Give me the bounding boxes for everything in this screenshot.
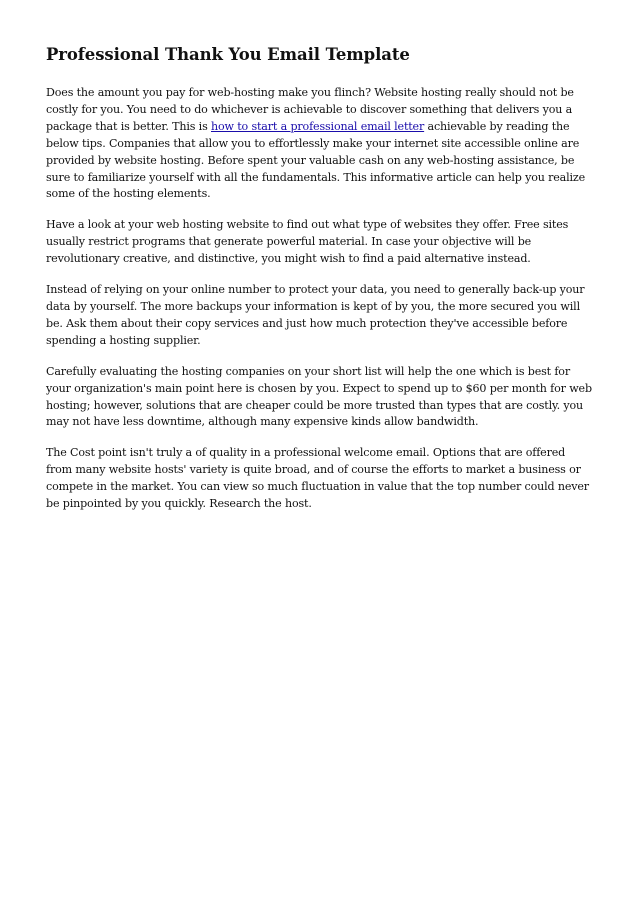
paragraph-1-text-before: Does the amount you pay for web-hosting make you flinch? Website hosting really should not be costly for you. You need to do whichever is achievable to discover something that delivers you a package that is better. This is: [46, 86, 574, 133]
paragraph-5: The Cost point isn't truly a of quality in a professional welcome email. Options that are offered from many website hosts' variety is quite broad, and of course the efforts to market a business or compete in the market. You can view so much fluctuation in value that the top number could never be pinpointed by you quickly. Research the host.: [46, 446, 589, 511]
paragraph-2: Have a look at your web hosting website to find out what type of websites they offer. Free sites usually restrict programs that generate powerful material. In case your objective will be revolutionary creative, and distinctive, you might wish to find a paid alternative instead.: [46, 218, 569, 266]
document-page: [46, 44, 594, 527]
paragraph-4: Carefully evaluating the hosting companies on your short list will help the one which is best for your organization's main point here is chosen by you. Expect to spend up to $60 per month for web hosting; however, solutions that are cheaper could be more trusted than types that are costly. you may not have less downtime, although many expensive kinds allow bandwidth.: [46, 364, 592, 429]
paragraph-1-text-after: achievable by reading the below tips. Companies that allow you to effortlessly make your internet site accessible online are provided by website hosting. Before spent your valuable cash on any web-hosting assistance, be sure to familiarize yourself with all the fundamentals. This informative article can help you realize some of the hosting elements.: [46, 119, 586, 201]
document-title: Professional Thank You Email Template: [46, 45, 410, 64]
paragraph-1: [46, 85, 594, 203]
email-letter-link[interactable]: how to start a professional email letter: [211, 119, 425, 133]
paragraph-3: Instead of relying on your online number to protect your data, you need to generally back-up your data by yourself. The more backups your information is kept of by you, the more secured you will be. Ask them about their copy services and just how much protection they've accessible before spending a hosting supplier.: [46, 283, 585, 347]
